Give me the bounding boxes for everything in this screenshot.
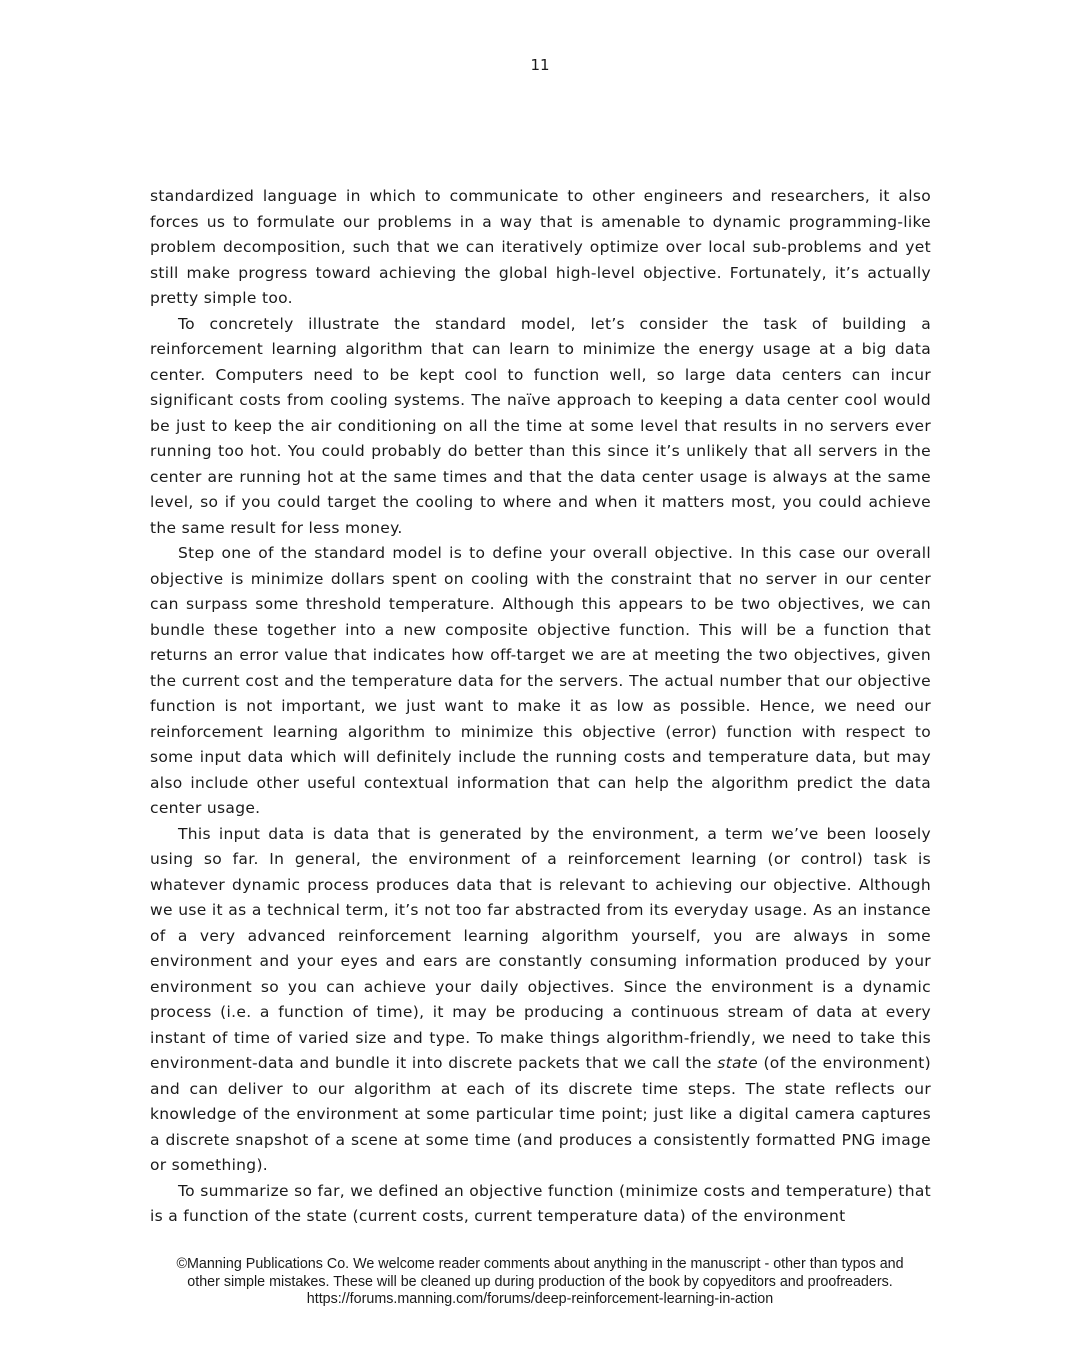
paragraph-4-text-after: (of the environment) and can deliver to our algorithm at each of its discrete time steps. The state reflects our knowledge of the environment at some particular time point; just like a digital camera captures a discrete snapshot of a scene at some time (and produces a consistently formatted PNG image or something). (150, 1054, 931, 1174)
paragraph-1: standardized language in which to communicate to other engineers and researchers, it also forces us to formulate our problems in a way that is amenable to dynamic programming-like problem decomposition, such that we can iteratively optimize over local sub-problems and yet still make progress toward achieving the global high-level objective. Fortunately, it’s actually pretty simple too. (150, 187, 931, 307)
paragraph-5: To summarize so far, we defined an objective function (minimize costs and temperature) that is a function of the state (current costs, current temperature data) of the environment (150, 1181, 931, 1225)
paragraph-4-text-before: This input data is data that is generated by the environment, a term we’ve been loosely using so far. In general, the environment of a reinforcement learning (or control) task is whatever dynamic process produces data that is relevant to achieving our objective. Although we use it as a technical term, it’s not too far abstracted from its everyday usage. As an instance of a very advanced reinforcement learning algorithm yourself, you are always in some environment and your eyes and ears are constantly consuming information produced by your environment so you can achieve your daily objectives. Since the environment is a dynamic process (i.e. a function of time), it may be producing a continuous stream of data at every instant of time of varied size and type. To make things algorithm-friendly, we need to take this environment-data and bundle it into discrete packets that we call the (150, 824, 931, 1072)
footer-line-2: other simple mistakes. These will be cleaned up during production of the book by copyeditors and proofreaders. (187, 1273, 893, 1290)
main-body-text (150, 184, 931, 1230)
paragraph-4 (150, 822, 931, 1179)
paragraph-3: Step one of the standard model is to define your overall objective. In this case our overall objective is minimize dollars spent on cooling with the constraint that no server in our center can surpass some threshold temperature. Although this appears to be two objectives, we can bundle these together into a new composite objective function. This will be a function that returns an error value that indicates how off-target we are at meeting the two objectives, given the current cost and the temperature data for the servers. The actual number that our objective function is not important, we just want to make it as low as possible. Hence, we need our reinforcement learning algorithm to minimize this objective (error) function with respect to some input data which will definitely include the running costs and temperature data, but may also include other useful contextual information that can help the algorithm predict the data center usage. (150, 544, 931, 817)
italic-term-state: state (717, 1054, 758, 1072)
paragraph-2: To concretely illustrate the standard model, let’s consider the task of building a reinforcement learning algorithm that can learn to minimize the energy usage at a big data center. Computers need to be kept cool to function well, so large data centers can incur significant costs from cooling systems. The naïve approach to keeping a data center cool would be just to keep the air conditioning on all the time at some level that results in no servers ever running too hot. You could probably do better than this since it’s unlikely that all servers in the center are running hot at the same times and that the data center usage is always at the same level, so if you could target the cooling to where and when it matters most, you could achieve the same result for less money. (150, 314, 931, 537)
page-footer (100, 1256, 980, 1309)
footer-line-1: ©Manning Publications Co. We welcome reader comments about anything in the manuscript - other than typos and (176, 1256, 904, 1272)
page-number: 11 (530, 56, 550, 74)
footer-url: https://forums.manning.com/forums/deep-reinforcement-learning-in-action (306, 1291, 774, 1307)
